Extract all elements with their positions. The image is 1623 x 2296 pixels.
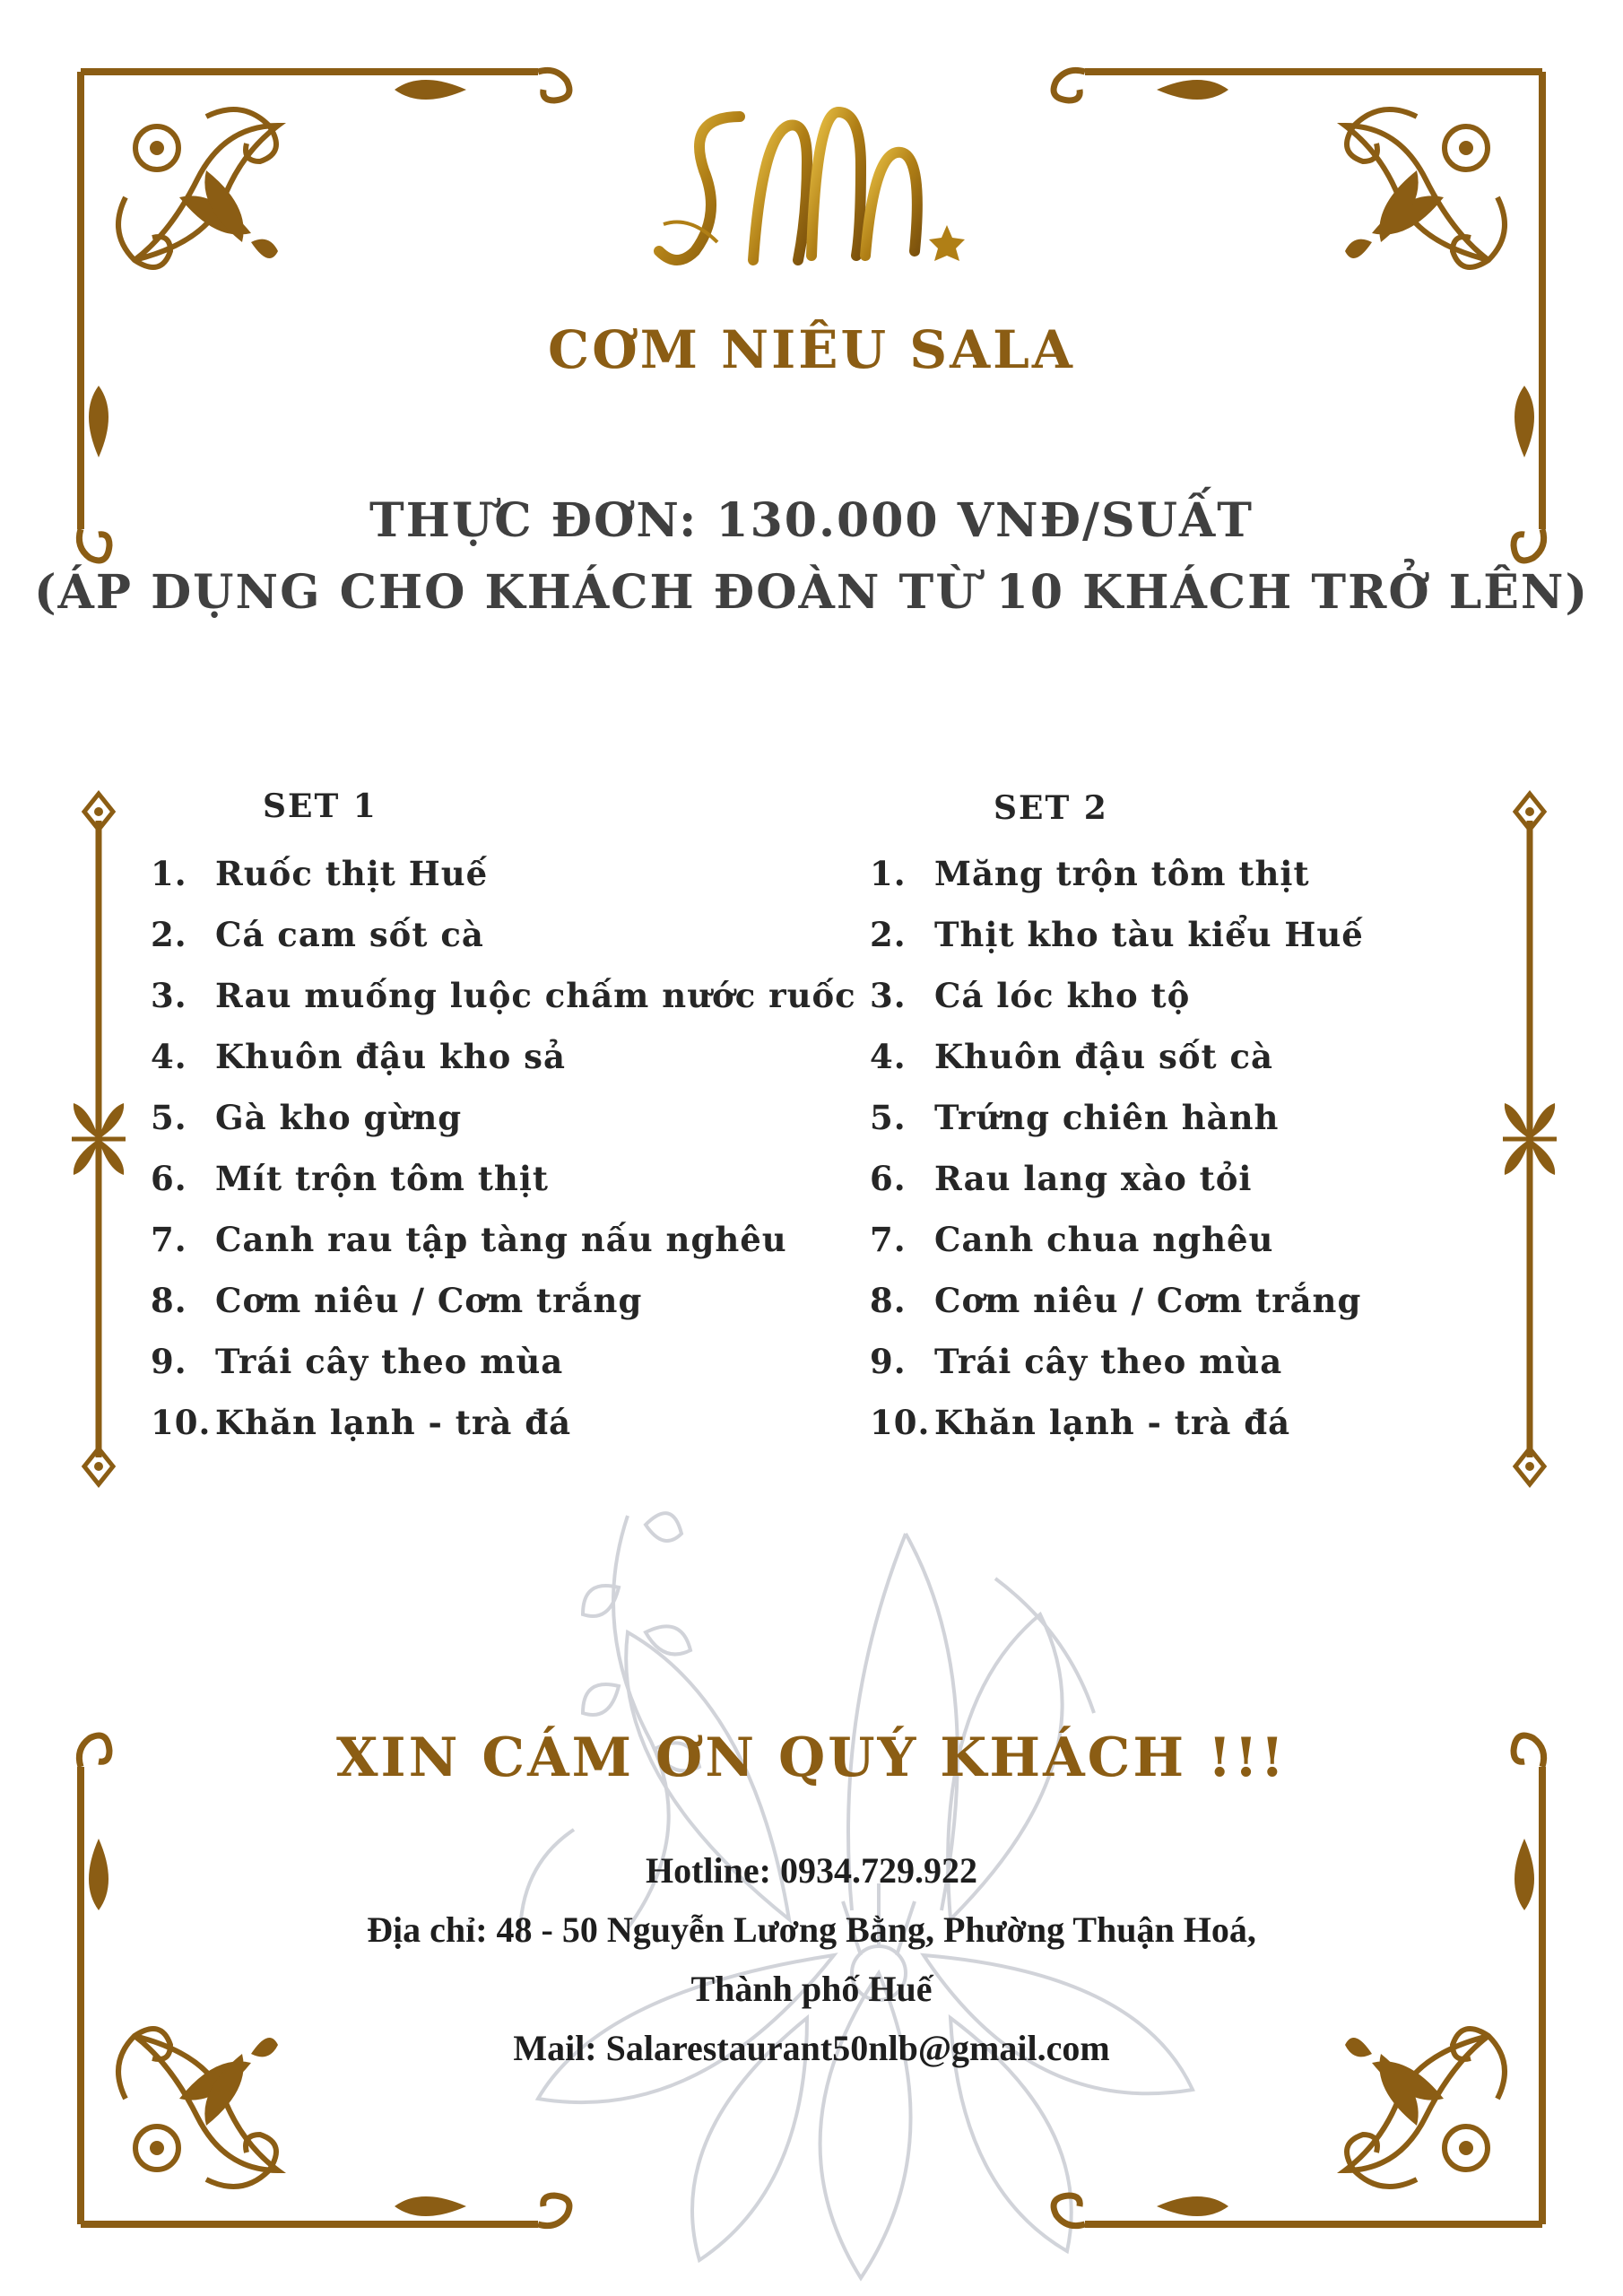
list-item: 5. Gà kho gừng [151,1098,463,1137]
set-2-list [870,843,1364,1453]
left-divider-icon [72,794,126,1484]
brand-name: CƠM NIÊU SALA [548,319,1075,380]
list-item: 4. Khuôn đậu kho sả [151,1037,566,1076]
address-line-2: Thành phố Huế [690,1969,933,2009]
list-item: 1. Măng trộn tôm thịt [870,854,1310,893]
list-item: 8. Cơm niêu / Cơm trắng [870,1281,1362,1320]
corner-ornament-top-right-icon [1054,70,1544,561]
set-2-title: SET 2 [994,789,1108,827]
list-item: 2. Thịt kho tàu kiểu Huế [870,915,1364,954]
address-line-1: Địa chỉ: 48 - 50 Nguyễn Lương Bằng, Phường Thuận Hoá, [367,1909,1256,1950]
list-item: 6. Mít trộn tôm thịt [151,1159,549,1198]
list-item: 7. Canh rau tập tàng nấu nghêu [151,1220,787,1259]
right-divider-icon [1503,794,1557,1484]
list-item: 7. Canh chua nghêu [870,1220,1274,1259]
set-1-title: SET 1 [263,787,378,825]
list-item: 9. Trái cây theo mùa [870,1342,1283,1381]
set-1-list [151,843,856,1453]
menu-condition-line: (ÁP DỤNG CHO KHÁCH ĐOÀN TỪ 10 KHÁCH TRỞ LÊN) [33,565,1590,620]
thank-you-heading: XIN CÁM ƠN QUÝ KHÁCH !!! [335,1726,1287,1789]
flower-watermark-icon [520,1513,1193,2278]
email[interactable]: Mail: Salarestaurant50nlb@gmail.com [513,2028,1110,2068]
list-item: 3. Rau muống luộc chấm nước ruốc [151,976,856,1015]
corner-ornament-top-left-icon [79,70,569,561]
menu-price-line: THỰC ĐƠN: 130.000 VNĐ/SUẤT [369,493,1254,548]
sala-logo [646,81,968,296]
list-item: 6. Rau lang xào tỏi [870,1159,1253,1198]
list-item: 9. Trái cây theo mùa [151,1342,564,1381]
list-item: 1. Ruốc thịt Huế [151,854,489,893]
list-item: 4. Khuôn đậu sốt cà [870,1037,1274,1076]
list-item: 5. Trứng chiên hành [870,1098,1280,1137]
list-item: 10. Khăn lạnh - trà đá [870,1403,1291,1442]
list-item: 2. Cá cam sốt cà [151,915,484,954]
hotline[interactable]: Hotline: 0934.729.922 [646,1850,977,1891]
list-item: 8. Cơm niêu / Cơm trắng [151,1281,643,1320]
list-item: 3. Cá lóc kho tộ [870,976,1191,1015]
list-item: 10. Khăn lạnh - trà đá [151,1403,572,1442]
